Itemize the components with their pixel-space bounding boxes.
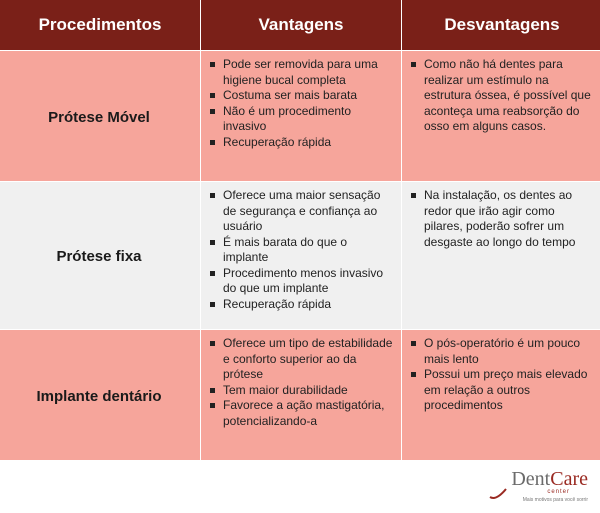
swoosh-icon <box>488 485 508 501</box>
row-label-protese-movel <box>0 51 200 181</box>
list-item: Recuperação rápida <box>207 297 393 313</box>
list-item: Na instalação, os dentes ao redor que irão agir como pilares, poderão sofrer um desgaste ao longo do tempo <box>408 188 594 250</box>
cell-desvantagens-protese-fixa <box>402 182 600 329</box>
row-label-text: Implante dentário <box>36 387 162 405</box>
row-label-text: Prótese Móvel <box>48 108 150 126</box>
cell-vantagens-protese-movel <box>201 51 401 181</box>
vantagens-list <box>207 57 393 150</box>
list-item: O pós-operatório é um pouco mais lento <box>408 336 594 367</box>
logo-center: center <box>547 489 570 495</box>
row-label-implante-dentario <box>0 330 200 460</box>
list-item: Não é um procedimento invasivo <box>207 104 393 135</box>
list-item: Oferece uma maior sensação de segurança e confiança ao usuário <box>207 188 393 235</box>
desvantagens-list <box>408 188 594 250</box>
list-item: Costuma ser mais barata <box>207 88 393 104</box>
list-item: Como não há dentes para realizar um estímulo na estrutura óssea, é possível que aconteça uma reabsorção do osso em alguns casos. <box>408 57 594 135</box>
desvantagens-list <box>408 336 594 414</box>
row-label-text: Prótese fixa <box>56 248 142 265</box>
header-vantagens: Vantagens <box>201 0 401 50</box>
list-item: Recuperação rápida <box>207 135 393 151</box>
list-item: Oferece um tipo de estabilidade e conforto superior ao da prótese <box>207 336 393 383</box>
logo-tagline: Mais motivos para você sorrir <box>522 497 588 503</box>
cell-desvantagens-protese-movel <box>402 51 600 181</box>
dentcare-logo <box>488 468 588 508</box>
desvantagens-list <box>408 57 594 135</box>
cell-vantagens-implante-dentario <box>201 330 401 460</box>
cell-desvantagens-implante-dentario <box>402 330 600 460</box>
logo-dent: Dent <box>511 468 551 490</box>
cell-vantagens-protese-fixa <box>201 182 401 329</box>
vantagens-list <box>207 336 393 429</box>
header-procedimentos: Procedimentos <box>0 0 200 50</box>
list-item: Possui um preço mais elevado em relação a outros procedimentos <box>408 367 594 414</box>
list-item: Favorece a ação mastigatória, potencializando-a <box>207 398 393 429</box>
list-item: Pode ser removida para uma higiene bucal completa <box>207 57 393 88</box>
logo-wordmark <box>511 468 588 490</box>
list-item: Tem maior durabilidade <box>207 383 393 399</box>
list-item: É mais barata do que o implante <box>207 235 393 266</box>
list-item: Procedimento menos invasivo do que um implante <box>207 266 393 297</box>
header-desvantagens: Desvantagens <box>402 0 600 50</box>
vantagens-list <box>207 188 393 312</box>
logo-care: Care <box>550 468 588 490</box>
row-label-protese-fixa <box>0 182 200 329</box>
